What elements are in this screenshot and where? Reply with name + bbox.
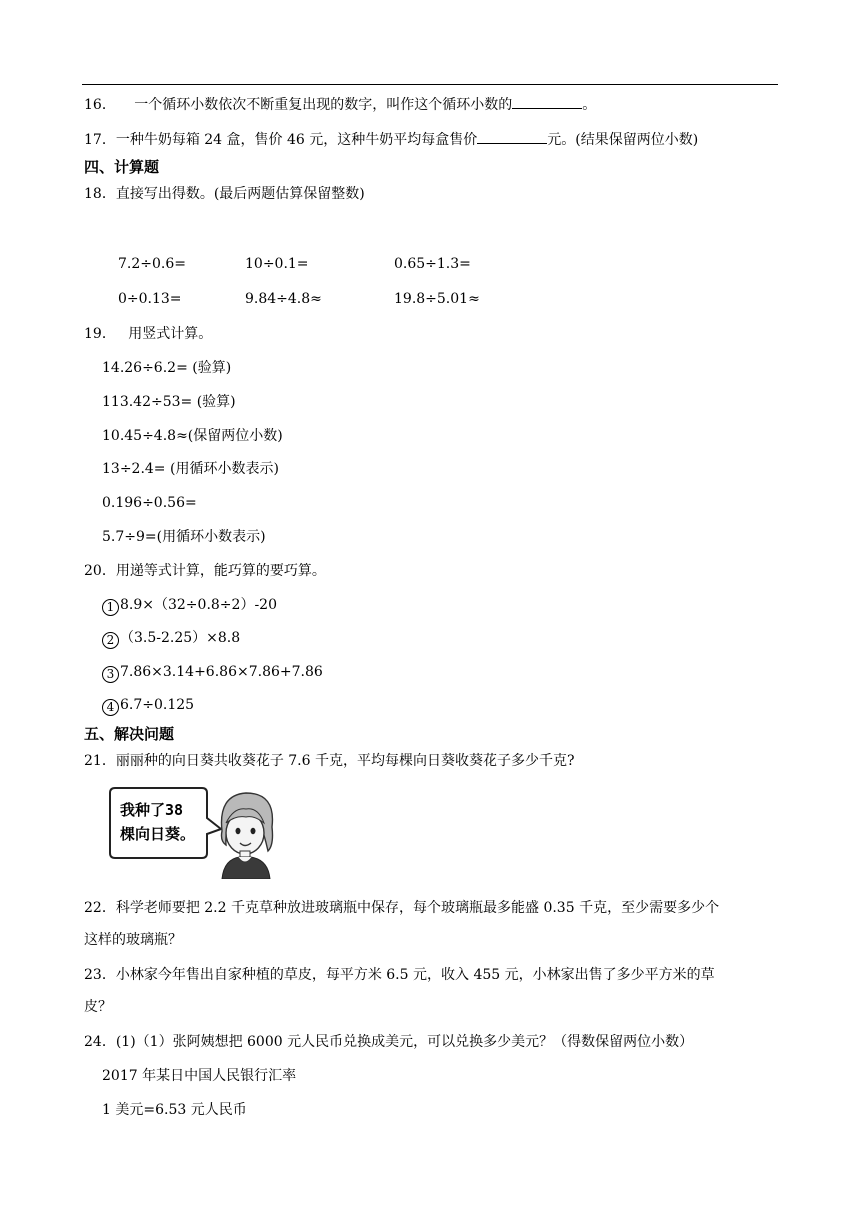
- step-calc-expression: （3.5-2.25）×8.8: [120, 630, 241, 646]
- question-18: [84, 184, 365, 204]
- section-heading-calc: 四、计算题: [84, 158, 160, 176]
- question-text: 科学老师要把 2.2 千克草种放进玻璃瓶中保存，每个玻璃瓶最多能盛 0.35 千克，至少需要多少个: [115, 900, 720, 916]
- circled-number: 3: [102, 666, 119, 683]
- question-number: 16．: [84, 97, 116, 113]
- question-text: (1)（1）张阿姨想把 6000 元人民币兑换成美元，可以兑换多少美元？（得数保留两位小数）: [115, 1034, 694, 1050]
- calc-item: 0.65÷1.3=: [394, 256, 471, 272]
- header-rule: [82, 84, 778, 85]
- exchange-rate-title: 2017 年某日中国人民银行汇率: [102, 1068, 297, 1084]
- question-22: [84, 898, 719, 918]
- calc-item: 9.84÷4.8≈: [245, 291, 322, 307]
- question-23: [84, 965, 715, 985]
- step-calc-expression: 6.7÷0.125: [120, 697, 195, 713]
- question-number: 17．: [84, 132, 116, 148]
- calc-item: 7.2÷0.6=: [118, 256, 186, 272]
- question-24: [84, 1032, 693, 1052]
- question-19: [84, 324, 212, 344]
- question-22-continued: 这样的玻璃瓶？: [84, 932, 182, 948]
- question-text: 小林家今年售出自家种植的草皮，每平方米 6.5 元，收入 455 元，小林家出售了多少平方米的草: [115, 967, 715, 983]
- step-calc-item: [102, 662, 323, 683]
- question-21: [84, 751, 575, 771]
- question-text: 用递等式计算，能巧算的要巧算。: [115, 563, 326, 579]
- vertical-calc-item: 10.45÷4.8≈(保留两位小数): [102, 428, 283, 444]
- question-number: 23．: [84, 967, 116, 983]
- question-text: 用竖式计算。: [128, 326, 213, 342]
- speech-bubble-line: 我种了38: [120, 801, 184, 819]
- vertical-calc-item: 14.26÷6.2= (验算): [102, 360, 232, 376]
- calc-item: 10÷0.1=: [245, 256, 309, 272]
- question-number: 18．: [84, 186, 116, 202]
- question-20: [84, 561, 326, 581]
- circled-number: 1: [102, 599, 119, 616]
- question-text-end: 元。(结果保留两位小数): [547, 132, 699, 148]
- circled-number: 4: [102, 699, 119, 716]
- question-number: 20．: [84, 563, 116, 579]
- vertical-calc-item: 13÷2.4= (用循环小数表示): [102, 461, 279, 477]
- exchange-rate: 1 美元=6.53 元人民币: [102, 1102, 247, 1118]
- section-heading-problems: 五、解决问题: [84, 725, 175, 743]
- question-number: 22．: [84, 900, 116, 916]
- step-calc-item: [102, 628, 240, 649]
- question-number: 19．: [84, 326, 116, 342]
- step-calc-expression: 8.9×（32÷0.8÷2）-20: [120, 597, 277, 613]
- step-calc-item: [102, 595, 277, 616]
- question-17: [84, 129, 698, 150]
- question-16: [84, 94, 596, 115]
- question-text: 丽丽种的向日葵共收葵花子 7.6 千克，平均每棵向日葵收葵花子多少千克?: [115, 753, 575, 769]
- question-text-end: 。: [582, 97, 597, 113]
- question-text: 一种牛奶每箱 24 盒，售价 46 元，这种牛奶平均每盒售价: [115, 132, 478, 148]
- calc-item: 0÷0.13=: [118, 291, 182, 307]
- girl-speech-illustration: [104, 787, 280, 879]
- step-calc-expression: 7.86×3.14+6.86×7.86+7.86: [120, 664, 323, 680]
- question-text: 直接写出得数。(最后两题估算保留整数): [115, 186, 365, 202]
- vertical-calc-item: 5.7÷9=(用循环小数表示): [102, 529, 266, 545]
- answer-blank[interactable]: [477, 129, 547, 144]
- vertical-calc-item: 113.42÷53= (验算): [102, 394, 236, 410]
- calc-item: 19.8÷5.01≈: [394, 291, 480, 307]
- circled-number: 2: [102, 632, 119, 649]
- question-number: 21．: [84, 753, 116, 769]
- speech-bubble: [120, 798, 195, 846]
- answer-blank[interactable]: [512, 94, 582, 109]
- question-number: 24．: [84, 1034, 116, 1050]
- question-23-continued: 皮？: [84, 999, 112, 1015]
- speech-bubble-line: 棵向日葵。: [120, 825, 196, 843]
- question-text: 一个循环小数依次不断重复出现的数字，叫作这个循环小数的: [134, 97, 513, 113]
- vertical-calc-item: 0.196÷0.56=: [102, 495, 197, 511]
- step-calc-item: [102, 695, 194, 716]
